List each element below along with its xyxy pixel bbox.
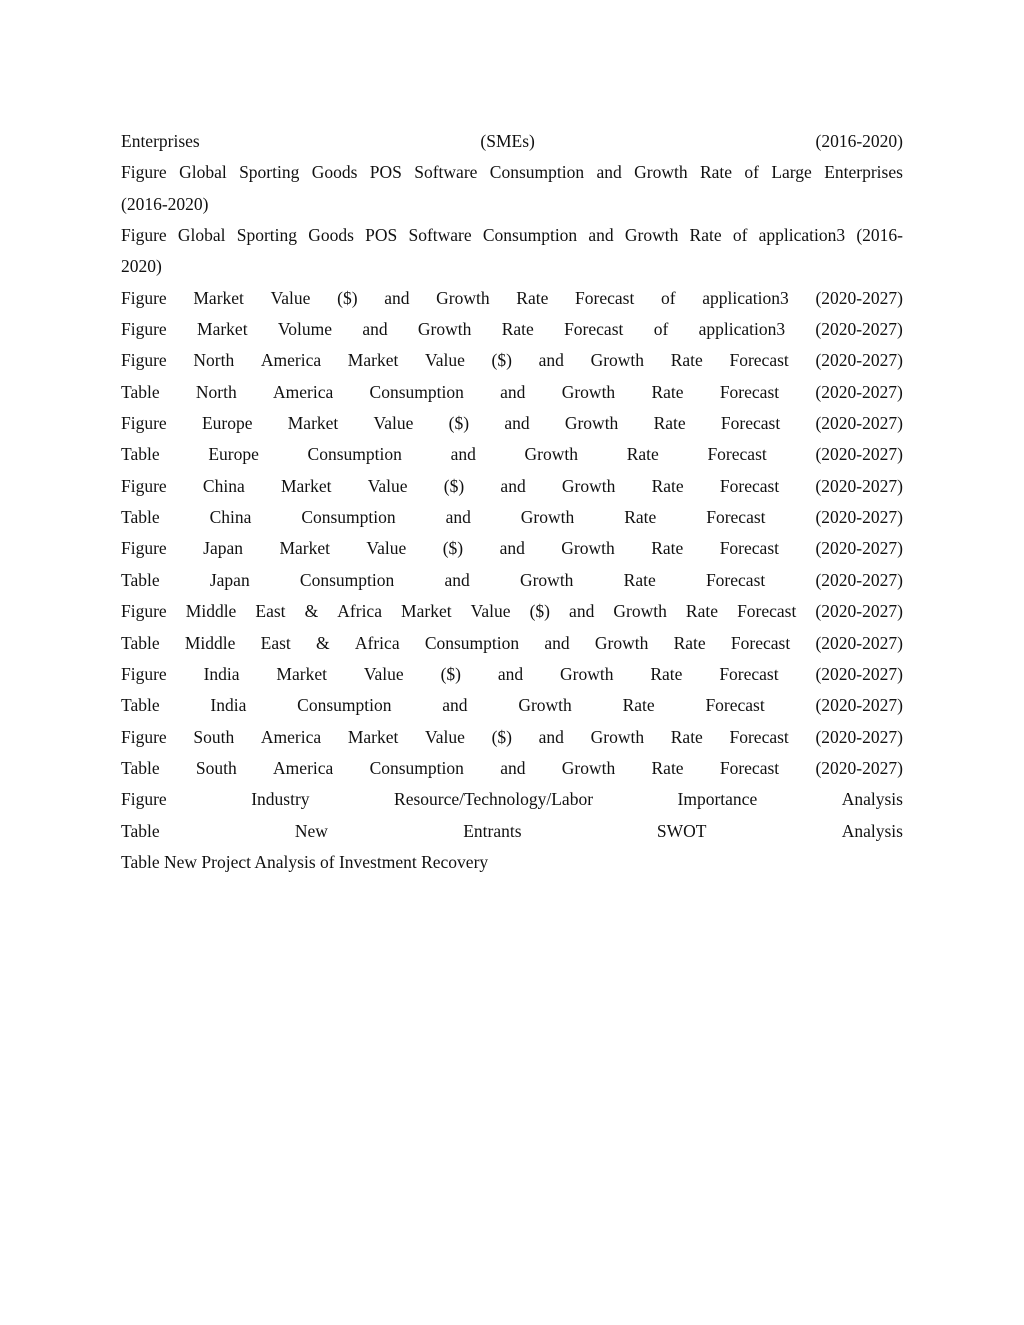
word: India xyxy=(203,663,240,684)
word: and xyxy=(362,319,388,340)
word: ($) xyxy=(529,601,550,622)
word: Table xyxy=(121,444,160,465)
word: Forecast xyxy=(719,381,780,402)
word: Forecast xyxy=(719,538,779,559)
word: Europe xyxy=(208,444,259,465)
word: Growth xyxy=(624,225,679,246)
word: Rate xyxy=(670,726,703,747)
word: of xyxy=(744,162,759,183)
word: Japan xyxy=(203,538,243,559)
word: Goods xyxy=(311,162,358,183)
word: Consumption xyxy=(297,695,392,716)
document-line xyxy=(121,126,903,157)
word: & xyxy=(304,601,319,622)
word: America xyxy=(273,757,334,778)
word: Software xyxy=(408,225,472,246)
word: Growth xyxy=(417,319,472,340)
word: Forecast xyxy=(729,350,789,371)
word: Value xyxy=(363,663,404,684)
word: (2020-2027) xyxy=(815,413,903,434)
word: Europe xyxy=(201,413,253,434)
document-line xyxy=(121,377,903,408)
word: Market xyxy=(347,726,399,747)
word: North xyxy=(193,350,235,371)
word: Forecast xyxy=(719,757,780,778)
word: Forecast xyxy=(707,444,767,465)
document-line: Table New Project Analysis of Investment Recovery xyxy=(121,851,489,872)
word: Table xyxy=(121,632,160,653)
word: Goods xyxy=(308,225,354,246)
word: Rate xyxy=(624,507,657,528)
word: Rate xyxy=(650,663,683,684)
word: Middle xyxy=(184,632,236,653)
word: (2020-2027) xyxy=(815,444,903,465)
word: Market xyxy=(197,319,248,340)
document-line xyxy=(121,784,903,815)
word: Africa xyxy=(354,632,400,653)
word: (SMEs) xyxy=(480,131,535,151)
document-line xyxy=(121,408,903,439)
word: Forecast xyxy=(575,287,635,308)
word: Market xyxy=(401,601,452,622)
word: Value xyxy=(470,601,511,622)
document-line xyxy=(121,345,903,376)
word: Figure xyxy=(121,162,167,183)
word: ($) xyxy=(448,413,470,434)
word: SWOT xyxy=(656,820,707,841)
document-line xyxy=(121,565,903,596)
word: Market xyxy=(279,538,330,559)
word: Growth xyxy=(613,601,667,622)
document-line xyxy=(121,816,903,847)
word: ($) xyxy=(442,538,464,559)
word: Figure xyxy=(121,350,167,371)
word: Global xyxy=(179,162,227,183)
word: Growth xyxy=(519,569,574,590)
word: (2020-2027) xyxy=(815,475,903,496)
document-line xyxy=(121,471,903,502)
word: of xyxy=(661,287,676,308)
word: India xyxy=(210,695,247,716)
word: Middle xyxy=(185,601,237,622)
word: Consumption xyxy=(299,569,395,590)
word: (2020-2027) xyxy=(815,695,903,716)
word: Analysis xyxy=(841,820,903,841)
word: Growth xyxy=(520,507,575,528)
word: (2016- xyxy=(856,225,903,246)
word: (2020-2027) xyxy=(815,287,903,308)
word: Global xyxy=(177,225,226,246)
word: Forecast xyxy=(719,663,779,684)
document-line: (2016-2020) xyxy=(121,193,209,214)
document-line xyxy=(121,690,903,721)
word: Market xyxy=(287,413,339,434)
word: Figure xyxy=(121,225,167,246)
word: Growth xyxy=(518,695,572,716)
word: Forecast xyxy=(705,569,766,590)
word: ($) xyxy=(337,287,358,308)
word: Growth xyxy=(561,538,615,559)
word: and xyxy=(569,601,595,622)
word: Rate xyxy=(651,757,684,778)
word: Growth xyxy=(524,444,578,465)
word: (2020-2027) xyxy=(815,632,903,653)
document-line xyxy=(121,157,903,188)
word: East xyxy=(255,601,286,622)
word: Forecast xyxy=(705,695,765,716)
word: Japan xyxy=(209,569,250,590)
word: and xyxy=(504,413,530,434)
word: (2020-2027) xyxy=(815,350,903,371)
word: Figure xyxy=(121,789,167,810)
word: Consumption xyxy=(489,162,585,183)
word: Large xyxy=(771,162,812,183)
word: Growth xyxy=(561,381,616,402)
document-line xyxy=(121,628,903,659)
word: and xyxy=(544,632,570,653)
word: Growth xyxy=(634,162,688,183)
word: Figure xyxy=(121,538,167,559)
word: Value xyxy=(425,350,465,371)
word: (2020-2027) xyxy=(815,538,903,559)
word: and xyxy=(499,538,525,559)
list-of-figures-and-tables xyxy=(121,126,903,878)
word: and xyxy=(500,381,526,402)
word: Importance xyxy=(677,789,758,810)
word: Forecast xyxy=(564,319,624,340)
word: Figure xyxy=(121,287,167,308)
word: Africa xyxy=(337,601,382,622)
word: Market xyxy=(280,475,332,496)
word: Sporting xyxy=(239,162,300,183)
word: Figure xyxy=(121,475,167,496)
word: Software xyxy=(414,162,478,183)
word: Enterprises xyxy=(121,131,200,151)
word: (2020-2027) xyxy=(815,381,903,402)
word: East xyxy=(260,632,291,653)
word: America xyxy=(273,381,334,402)
word: ($) xyxy=(443,475,465,496)
word: Consumption xyxy=(369,381,464,402)
word: Rate xyxy=(516,287,549,308)
word: Figure xyxy=(121,601,167,622)
word: Forecast xyxy=(720,413,781,434)
document-line xyxy=(121,533,903,564)
word: Forecast xyxy=(719,475,780,496)
word: Rate xyxy=(651,475,684,496)
word: application3 xyxy=(702,287,789,308)
word: and xyxy=(445,507,471,528)
word: ($) xyxy=(491,726,512,747)
word: Rate xyxy=(651,381,684,402)
word: Rate xyxy=(673,632,706,653)
word: and xyxy=(384,287,410,308)
document-line xyxy=(121,502,903,533)
word: (2020-2027) xyxy=(815,319,903,340)
document-line xyxy=(121,659,903,690)
word: Forecast xyxy=(729,726,789,747)
word: and xyxy=(500,475,526,496)
word: Resource/Technology/Labor xyxy=(394,789,594,810)
word: Forecast xyxy=(737,601,797,622)
word: Market xyxy=(276,663,327,684)
word: Consumption xyxy=(369,757,464,778)
word: Value xyxy=(270,287,311,308)
word: ($) xyxy=(491,350,512,371)
word: Forecast xyxy=(706,507,766,528)
document-line xyxy=(121,722,903,753)
word: Rate xyxy=(670,350,703,371)
word: Consumption xyxy=(307,444,402,465)
word: (2020-2027) xyxy=(815,757,903,778)
document-line xyxy=(121,220,903,251)
word: Table xyxy=(121,820,160,841)
word: and xyxy=(538,350,564,371)
word: Rate xyxy=(622,695,655,716)
word: China xyxy=(209,507,252,528)
word: and xyxy=(538,726,564,747)
word: America xyxy=(260,726,322,747)
word: Value xyxy=(366,538,407,559)
word: Growth xyxy=(436,287,490,308)
word: Growth xyxy=(561,757,616,778)
word: Consumption xyxy=(482,225,578,246)
word: Growth xyxy=(561,475,616,496)
word: New xyxy=(294,820,328,841)
word: (2020-2027) xyxy=(815,663,903,684)
word: Table xyxy=(121,381,160,402)
document-line xyxy=(121,753,903,784)
word: (2020-2027) xyxy=(815,601,903,622)
document-line: 2020) xyxy=(121,256,162,277)
word: Figure xyxy=(121,413,167,434)
word: America xyxy=(260,350,322,371)
word: and xyxy=(444,569,470,590)
word: application3 xyxy=(758,225,846,246)
word: Value xyxy=(373,413,414,434)
word: of xyxy=(653,319,669,340)
word: and xyxy=(450,444,476,465)
word: Entrants xyxy=(463,820,522,841)
word: Growth xyxy=(564,413,619,434)
word: Market xyxy=(193,287,244,308)
word: Figure xyxy=(121,663,167,684)
word: (2020-2027) xyxy=(815,726,903,747)
word: Rate xyxy=(685,601,718,622)
word: ($) xyxy=(440,663,461,684)
word: South xyxy=(193,726,235,747)
word: POS xyxy=(369,162,402,183)
word: of xyxy=(732,225,748,246)
word: Forecast xyxy=(730,632,791,653)
document-line xyxy=(121,283,903,314)
word: and xyxy=(588,225,614,246)
word: Value xyxy=(425,726,465,747)
document-line xyxy=(121,439,903,470)
word: (2016-2020) xyxy=(815,131,903,151)
word: Value xyxy=(367,475,408,496)
word: (2020-2027) xyxy=(815,507,903,528)
word: Market xyxy=(347,350,399,371)
word: Analysis xyxy=(841,789,903,810)
word: South xyxy=(195,757,237,778)
document-line xyxy=(121,314,903,345)
word: and xyxy=(442,695,468,716)
word: and xyxy=(500,757,526,778)
word: Figure xyxy=(121,726,167,747)
word: Table xyxy=(121,507,160,528)
word: Figure xyxy=(121,319,167,340)
word: Rate xyxy=(626,444,659,465)
word: & xyxy=(316,632,330,653)
word: Sporting xyxy=(236,225,298,246)
word: Rate xyxy=(689,225,722,246)
word: Industry xyxy=(251,789,310,810)
word: Rate xyxy=(651,538,684,559)
word: Volume xyxy=(277,319,332,340)
document-line xyxy=(121,596,903,627)
word: Growth xyxy=(590,350,645,371)
word: Enterprises xyxy=(824,162,903,183)
word: Rate xyxy=(653,413,686,434)
word: Rate xyxy=(699,162,733,183)
word: Growth xyxy=(594,632,649,653)
word: Growth xyxy=(590,726,645,747)
word: (2020-2027) xyxy=(815,569,903,590)
word: Table xyxy=(121,695,160,716)
word: application3 xyxy=(698,319,786,340)
word: POS xyxy=(365,225,398,246)
word: Table xyxy=(121,569,160,590)
word: Table xyxy=(121,757,160,778)
word: Growth xyxy=(560,663,614,684)
word: and xyxy=(596,162,622,183)
word: North xyxy=(195,381,237,402)
word: and xyxy=(497,663,524,684)
word: China xyxy=(202,475,245,496)
word: Rate xyxy=(501,319,534,340)
word: Consumption xyxy=(301,507,396,528)
word: Consumption xyxy=(424,632,520,653)
word: Rate xyxy=(623,569,656,590)
